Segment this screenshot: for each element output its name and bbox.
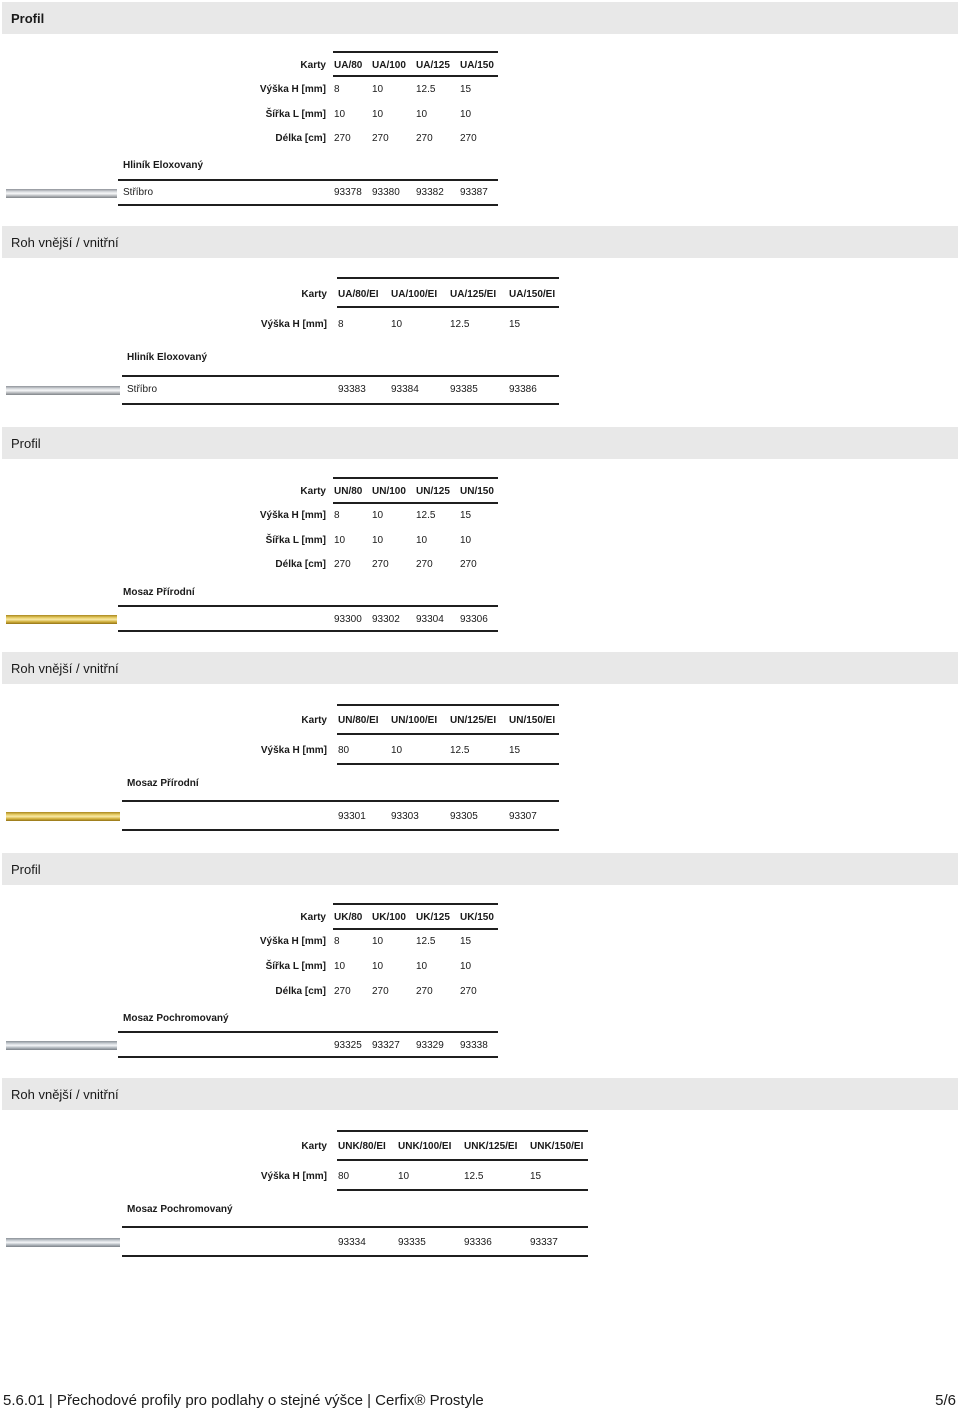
table-cell: 15 <box>460 84 472 95</box>
table-rule <box>333 75 498 77</box>
table-cell: 10 <box>334 535 346 546</box>
material-label: Hliník Eloxovaný <box>123 160 204 171</box>
table-header-cell: UN/150 <box>460 486 494 497</box>
table-header-cell: UNK/100/EI <box>398 1141 452 1152</box>
product-code: 93305 <box>450 811 478 822</box>
product-code: 93334 <box>338 1237 366 1248</box>
table-cell: 10 <box>416 109 428 120</box>
section-title: Profil <box>11 11 45 26</box>
table-header-cell: UA/150/EI <box>509 289 556 300</box>
row-label: Šířka L [mm] <box>265 109 326 120</box>
table-cell: 10 <box>372 535 384 546</box>
section-title: Roh vnější / vnitřní <box>11 235 119 250</box>
table-rule <box>118 1031 498 1033</box>
product-code: 93307 <box>509 811 537 822</box>
product-code: 93306 <box>460 614 488 625</box>
table-header-cell: UN/125 <box>416 486 450 497</box>
table-rule <box>337 1189 588 1191</box>
table-rule <box>122 403 559 405</box>
section-title: Roh vnější / vnitřní <box>11 1087 119 1102</box>
table-header-cell: UA/125/EI <box>450 289 497 300</box>
table-header-cell: UNK/125/EI <box>464 1141 518 1152</box>
table-cell: 270 <box>334 559 351 570</box>
table-cell: 8 <box>338 319 344 330</box>
product-code: 93386 <box>509 384 537 395</box>
material-label: Mosaz Přírodní <box>127 778 199 789</box>
profile-bar-silver <box>6 189 117 198</box>
material-label: Mosaz Pochromovaný <box>123 1013 229 1024</box>
product-code: 93335 <box>398 1237 426 1248</box>
table-cell: 12.5 <box>416 510 436 521</box>
product-code: 93304 <box>416 614 444 625</box>
section-title: Profil <box>11 436 41 451</box>
table-rule <box>337 704 559 706</box>
table-cell: 10 <box>460 109 472 120</box>
table-rule <box>122 829 559 831</box>
section-header <box>2 2 958 34</box>
table-cell: 15 <box>509 745 521 756</box>
product-code: 93325 <box>334 1040 362 1051</box>
row-label: Délka [cm] <box>275 133 326 144</box>
table-header-cell: UA/100 <box>372 60 406 71</box>
table-header-cell: UK/80 <box>334 912 363 923</box>
row-label: Výška H [mm] <box>259 936 326 947</box>
table-cell: 80 <box>338 745 350 756</box>
table-header-cell: UK/125 <box>416 912 450 923</box>
product-code: 93387 <box>460 187 488 198</box>
table-cell: 8 <box>334 936 340 947</box>
table-cell: 10 <box>372 109 384 120</box>
table-cell: 10 <box>334 961 346 972</box>
table-rule <box>118 204 498 206</box>
table-cell: 10 <box>391 745 403 756</box>
table-header-cell: UK/100 <box>372 912 406 923</box>
table-cell: 270 <box>334 986 351 997</box>
table-cell: 8 <box>334 510 340 521</box>
table-cell: 15 <box>509 319 521 330</box>
table-cell: 10 <box>334 109 346 120</box>
table-cell: 12.5 <box>464 1171 484 1182</box>
section-header <box>2 853 958 885</box>
row-label: Výška H [mm] <box>259 84 326 95</box>
table-header-cell: UK/150 <box>460 912 494 923</box>
table-cell: 270 <box>372 559 389 570</box>
header-label: Karty <box>300 912 326 923</box>
table-rule <box>333 903 498 905</box>
product-code: 93303 <box>391 811 419 822</box>
table-header-cell: UN/125/EI <box>450 715 497 726</box>
table-cell: 10 <box>372 510 384 521</box>
finish-label: Stříbro <box>127 384 158 395</box>
page-number: 5/6 <box>935 1392 956 1409</box>
product-code: 93327 <box>372 1040 400 1051</box>
table-rule <box>333 502 498 504</box>
product-code: 93380 <box>372 187 400 198</box>
table-cell: 10 <box>416 961 428 972</box>
table-rule <box>118 605 498 607</box>
header-label: Karty <box>301 1141 327 1152</box>
table-cell: 12.5 <box>450 745 470 756</box>
finish-label: Stříbro <box>123 187 154 198</box>
header-label: Karty <box>301 715 327 726</box>
material-label: Mosaz Přírodní <box>123 587 195 598</box>
table-rule <box>122 1226 588 1228</box>
table-cell: 270 <box>460 986 477 997</box>
row-label: Šířka L [mm] <box>265 535 326 546</box>
product-code: 93300 <box>334 614 362 625</box>
table-rule <box>333 51 498 53</box>
table-cell: 10 <box>372 84 384 95</box>
header-label: Karty <box>300 486 326 497</box>
material-label: Hliník Eloxovaný <box>127 352 208 363</box>
table-header-cell: UA/125 <box>416 60 450 71</box>
footer-text: 5.6.01 | Přechodové profily pro podlahy o stejné výšce | Cerfix® Prostyle <box>3 1392 484 1409</box>
row-label: Délka [cm] <box>275 986 326 997</box>
section-title: Profil <box>11 862 41 877</box>
table-header-cell: UN/100/EI <box>391 715 438 726</box>
table-cell: 270 <box>416 559 433 570</box>
table-cell: 10 <box>398 1171 410 1182</box>
table-header-cell: UN/80/EI <box>338 715 379 726</box>
table-cell: 12.5 <box>416 936 436 947</box>
product-code: 93382 <box>416 187 444 198</box>
section-header <box>2 226 958 258</box>
table-rule <box>337 1130 588 1132</box>
table-cell: 80 <box>338 1171 350 1182</box>
row-label: Výška H [mm] <box>260 745 327 756</box>
table-header-cell: UNK/150/EI <box>530 1141 584 1152</box>
table-header-cell: UA/150 <box>460 60 494 71</box>
table-cell: 15 <box>460 936 472 947</box>
table-rule <box>333 477 498 479</box>
table-header-cell: UA/100/EI <box>391 289 438 300</box>
product-code: 93384 <box>391 384 419 395</box>
table-cell: 8 <box>334 84 340 95</box>
row-label: Šířka L [mm] <box>265 961 326 972</box>
table-rule <box>122 800 559 802</box>
table-cell: 270 <box>460 133 477 144</box>
table-cell: 12.5 <box>450 319 470 330</box>
table-cell: 15 <box>460 510 472 521</box>
row-label: Výška H [mm] <box>260 1171 327 1182</box>
table-rule <box>122 1255 588 1257</box>
table-rule <box>333 928 498 930</box>
table-cell: 270 <box>334 133 351 144</box>
table-cell: 270 <box>416 133 433 144</box>
section-header <box>2 652 958 684</box>
table-header-cell: UA/80/EI <box>338 289 379 300</box>
table-rule <box>337 1159 588 1161</box>
section-header <box>2 1078 958 1110</box>
table-rule <box>118 1056 498 1058</box>
row-label: Výška H [mm] <box>259 510 326 521</box>
product-code: 93383 <box>338 384 366 395</box>
profile-bar-brass <box>6 615 117 624</box>
product-code: 93301 <box>338 811 366 822</box>
table-cell: 10 <box>391 319 403 330</box>
table-rule <box>337 733 559 735</box>
header-label: Karty <box>300 60 326 71</box>
row-label: Výška H [mm] <box>260 319 327 330</box>
product-code: 93338 <box>460 1040 488 1051</box>
table-cell: 10 <box>416 535 428 546</box>
table-cell: 10 <box>372 936 384 947</box>
table-cell: 10 <box>460 535 472 546</box>
product-code: 93337 <box>530 1237 558 1248</box>
table-cell: 270 <box>372 133 389 144</box>
table-cell: 10 <box>460 961 472 972</box>
table-cell: 270 <box>460 559 477 570</box>
table-header-cell: UN/100 <box>372 486 406 497</box>
table-header-cell: UN/150/EI <box>509 715 556 726</box>
row-label: Délka [cm] <box>275 559 326 570</box>
profile-bar-brass <box>6 812 120 821</box>
table-rule <box>118 630 498 632</box>
table-cell: 10 <box>372 961 384 972</box>
product-code: 93336 <box>464 1237 492 1248</box>
section-title: Roh vnější / vnitřní <box>11 661 119 676</box>
table-rule <box>337 277 559 279</box>
profile-bar-chrome <box>6 1238 120 1247</box>
product-code: 93329 <box>416 1040 444 1051</box>
product-code: 93302 <box>372 614 400 625</box>
header-label: Karty <box>301 289 327 300</box>
product-code: 93385 <box>450 384 478 395</box>
table-cell: 270 <box>372 986 389 997</box>
profile-bar-silver <box>6 386 120 395</box>
table-rule <box>118 179 498 181</box>
table-rule <box>337 306 559 308</box>
section-header <box>2 427 958 459</box>
profile-bar-chrome <box>6 1041 117 1050</box>
table-cell: 12.5 <box>416 84 436 95</box>
table-header-cell: UA/80 <box>334 60 363 71</box>
table-header-cell: UN/80 <box>334 486 363 497</box>
table-rule <box>337 763 559 765</box>
table-cell: 15 <box>530 1171 542 1182</box>
table-header-cell: UNK/80/EI <box>338 1141 386 1152</box>
product-code: 93378 <box>334 187 362 198</box>
table-cell: 270 <box>416 986 433 997</box>
material-label: Mosaz Pochromovaný <box>127 1204 233 1215</box>
table-rule <box>122 375 559 377</box>
